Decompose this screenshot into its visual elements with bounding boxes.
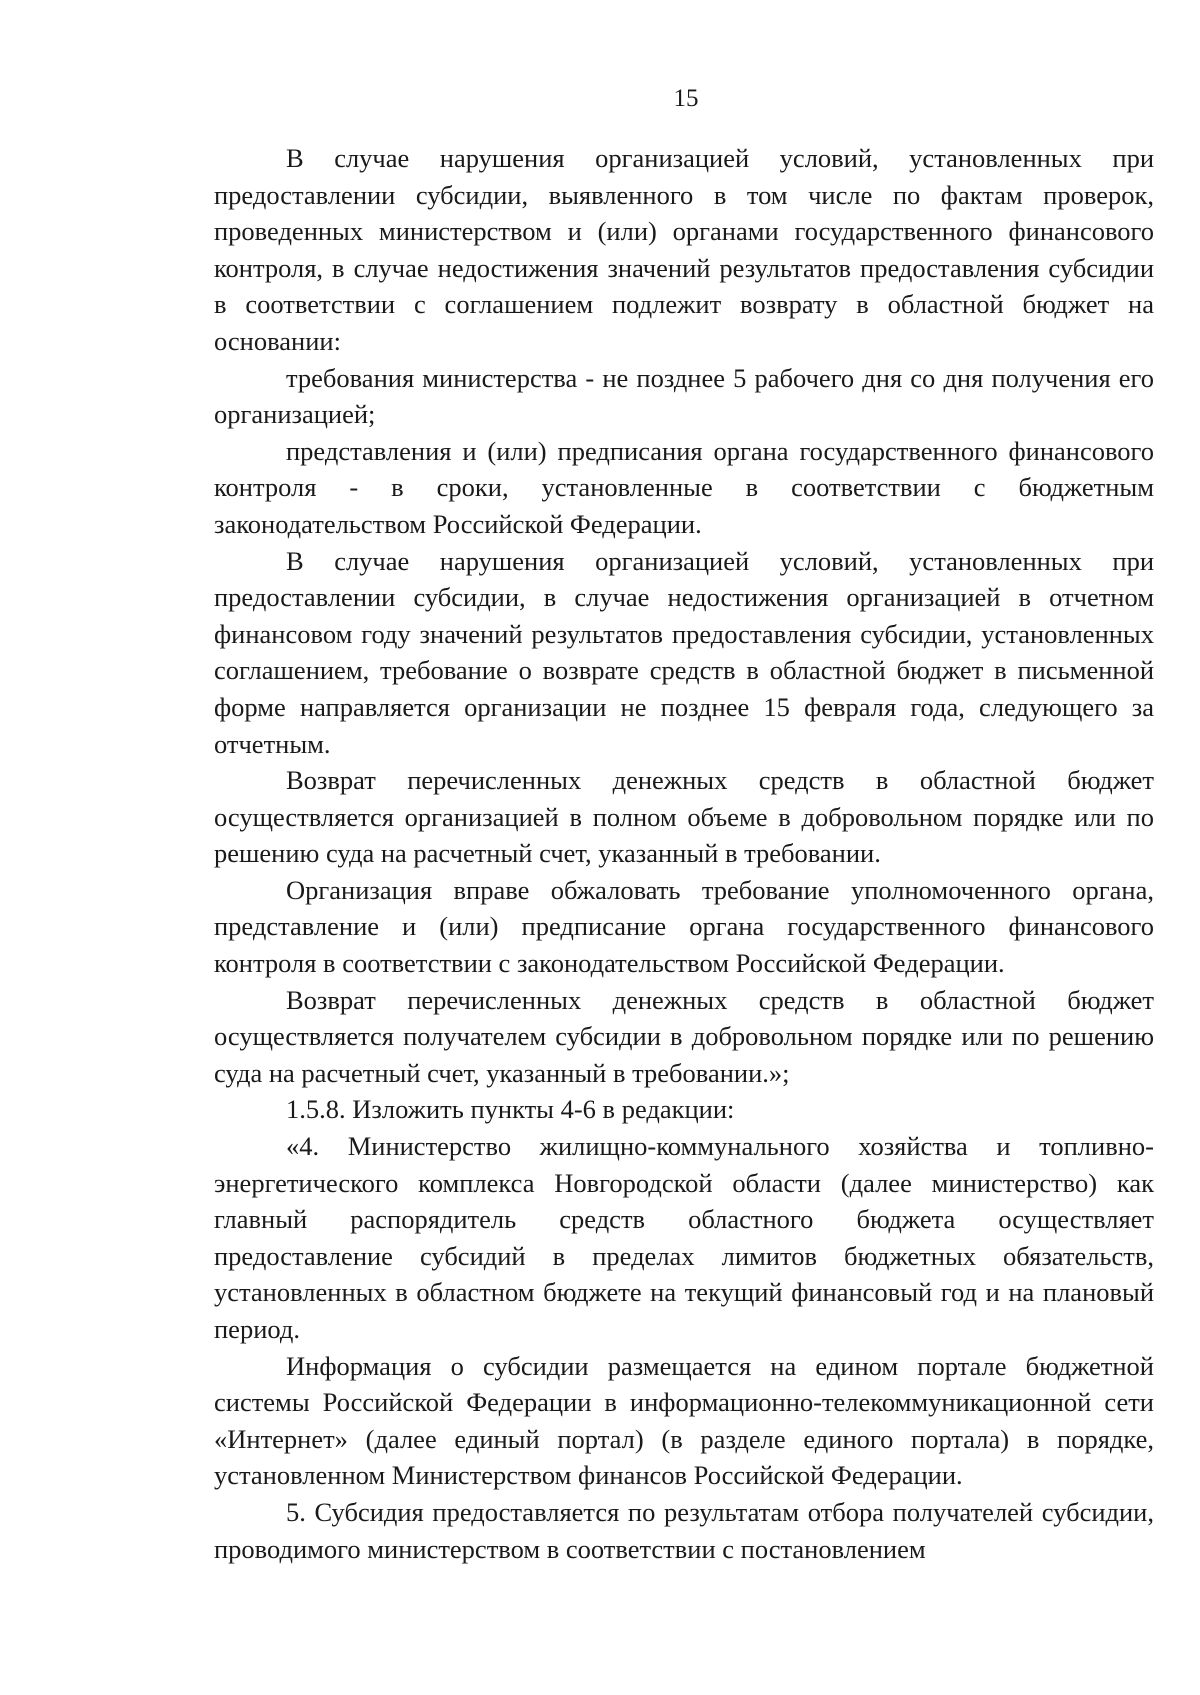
paragraph-refund-by-recipient: Возврат перечисленных денежных средств в областной бюджет осуществляется получателем субсидии в добровольном порядке или по решению суда на расчетный счет, указанный в требовании.»;: [214, 984, 1154, 1088]
paragraph-clause-1-5-8: 1.5.8. Изложить пункты 4-6 в редакции:: [286, 1094, 735, 1125]
paragraph-written-demand: В случае нарушения организацией условий, установленных при предоставлении субсидии, в случае недостижения организацией в отчетном финансовом году значений результатов предоставления субсидии, установленных соглашением, требование о возврате средств в областной бюджет в письменной форме направляется организации не позднее 15 февраля года, следующего за отчетным.: [214, 545, 1154, 759]
paragraph-unified-portal: Информация о субсидии размещается на едином портале бюджетной системы Российской Федерации в информационно-телекоммуникационной сети «Интернет» (далее единый портал) (в разделе единого портала) в порядке, установленном Министерством финансов Российской Федерации.: [214, 1350, 1154, 1491]
paragraph-appeal-right: Организация вправе обжаловать требование уполномоченного органа, представление и (или) предписание органа государственного финансового контроля в соответствии с законодательством Российской Федерации.: [214, 874, 1154, 979]
paragraph-ministry-requirement: требования министерства - не позднее 5 рабочего дня со дня получения его организацией;: [214, 362, 1154, 430]
paragraph-clause-4: «4. Министерство жилищно-коммунального хозяйства и топливно-энергетического комплекса Новгородской области (далее министерство) как главный распорядитель средств областного бюджета осуществляет предоставление субсидий в пределах лимитов бюджетных обязательств, установленных в областном бюджете на текущий финансовый год и на плановый период.: [214, 1131, 1154, 1344]
paragraph-refund-by-organization: Возврат перечисленных денежных средств в областной бюджет осуществляется организацией в полном объеме в добровольном порядке или по решению суда на расчетный счет, указанный в требовании.: [214, 765, 1154, 869]
paragraph-control-body-order: представления и (или) предписания органа государственного финансового контроля - в сроки, установленные в соответствии с бюджетным законодательством Российской Федерации.: [214, 435, 1154, 539]
paragraph-violation-return: В случае нарушения организацией условий, установленных при предоставлении субсидии, выявленного в том числе по фактам проверок, проведенных министерством и (или) органами государственного финансового контроля, в случае недостижения значений результатов предоставления субсидии в соответствии с соглашением подлежит возврату в областной бюджет на основании:: [214, 143, 1154, 356]
paragraph-clause-5: 5. Субсидия предоставляется по результатам отбора получателей субсидии, проводимого министерством в соответствии с постановлением: [214, 1496, 1154, 1564]
document-body: [214, 140, 1154, 1567]
page-number: 15: [673, 85, 699, 112]
